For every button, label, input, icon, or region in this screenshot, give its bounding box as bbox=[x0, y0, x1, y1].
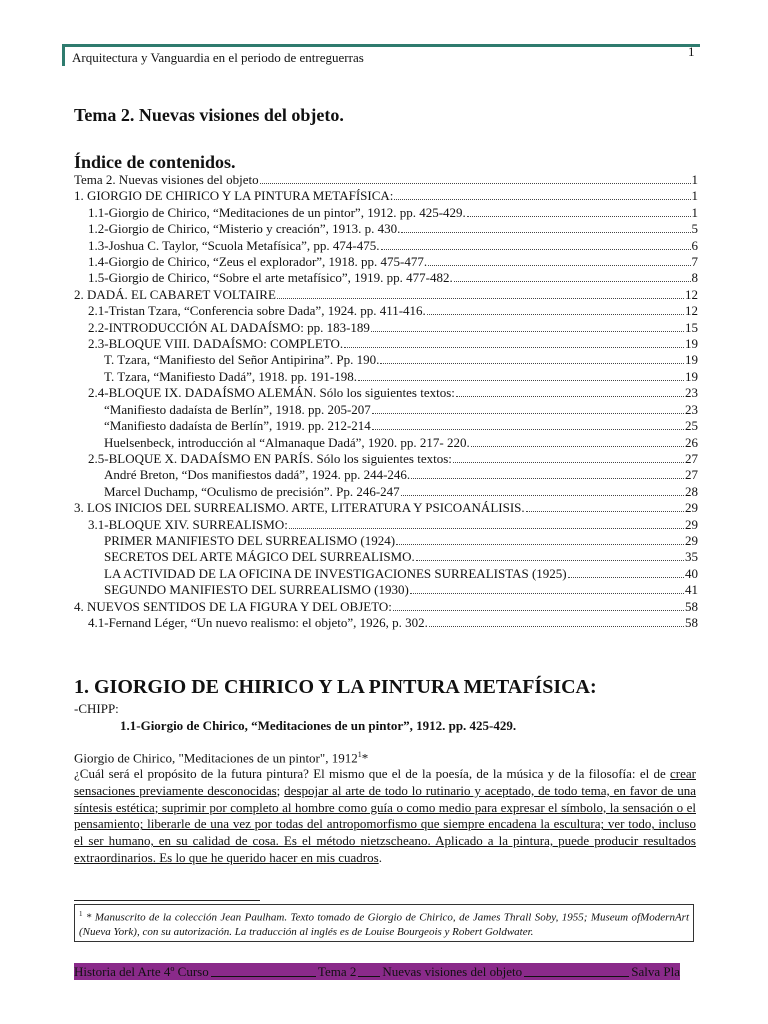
text-lead bbox=[74, 750, 368, 766]
toc-entry[interactable] bbox=[74, 352, 698, 368]
toc-leader-dots bbox=[429, 616, 684, 627]
toc-leader-dots bbox=[416, 550, 684, 561]
toc-leader-dots bbox=[401, 222, 690, 233]
source-label: -CHIPP: bbox=[74, 701, 119, 716]
toc-page-number: 5 bbox=[691, 221, 698, 237]
toc-entry-text: 2.5-BLOQUE X. DADAÍSMO EN PARÍS. Sólo los siguientes textos: bbox=[88, 450, 452, 466]
toc-leader-dots bbox=[289, 518, 684, 529]
toc-entry-text: 1.2-Giorgio de Chirico, “Misterio y creación”, 1913. p. 430. bbox=[88, 221, 401, 237]
toc-page-number: 25 bbox=[685, 418, 698, 434]
toc-page-number: 58 bbox=[685, 598, 698, 614]
toc-entry-text: T. Tzara, “Manifiesto Dadá”, 1918. pp. 191-198. bbox=[104, 368, 357, 384]
toc-leader-dots bbox=[372, 419, 684, 430]
toc-page-number: 8 bbox=[691, 270, 698, 286]
toc-page-number: 23 bbox=[685, 401, 698, 417]
toc-entry-text: 1.1-Giorgio de Chirico, “Meditaciones de un pintor”, 1912. pp. 425-429. bbox=[88, 204, 466, 220]
toc-page-number: 1 bbox=[691, 172, 698, 187]
para-underlined-2: despojar al arte de todo lo rutinario y aceptado, de todo tema, en favor de una síntesis estética; suprimir por completo al hombre como guía o como medio para expresar el símbolo, la sensación o el pensamiento; liberarle de una vez por todas del antropomorfismo que siempre encadena la escultura; ver todo, incluso el ser humano, en su calidad de cosa. Es el método nietzscheano. Aplicado a la pintura, puede producir resultados extraordinarios. Es lo que he querido hacer en mis cuadros bbox=[74, 782, 696, 865]
toc-page-number: 1 bbox=[691, 188, 698, 204]
toc-entry-text: “Manifiesto dadaísta de Berlín”, 1919. pp. 212-214 bbox=[104, 418, 371, 434]
footnote-ref[interactable]: 1 bbox=[357, 750, 362, 759]
index-heading: Índice de contenidos. bbox=[74, 152, 236, 172]
toc-entry-text: 1.5-Giorgio de Chirico, “Sobre el arte metafísico”, 1919. pp. 477-482. bbox=[88, 270, 453, 286]
toc-leader-dots bbox=[371, 321, 684, 332]
footnote bbox=[74, 904, 694, 942]
toc-page-number: 40 bbox=[685, 565, 698, 581]
toc-leader-dots bbox=[410, 583, 684, 594]
toc-entry[interactable] bbox=[74, 221, 698, 237]
toc-entry-text: T. Tzara, “Manifiesto del Señor Antipirina”. Pp. 190. bbox=[104, 352, 380, 368]
footer-separator bbox=[358, 966, 380, 977]
toc-leader-dots bbox=[411, 468, 684, 479]
toc-entry-text: 3. LOS INICIOS DEL SURREALISMO. ARTE, LITERATURA Y PSICOANÁLISIS. bbox=[74, 500, 525, 516]
toc-leader-dots bbox=[467, 206, 691, 217]
toc-page-number: 27 bbox=[685, 450, 698, 466]
toc-entry[interactable] bbox=[74, 320, 698, 336]
toc-entry[interactable] bbox=[74, 385, 698, 401]
toc-entry-text: 2.4-BLOQUE IX. DADAÍSMO ALEMÁN. Sólo los siguientes textos: bbox=[88, 385, 455, 401]
toc-entry-text: 4.1-Fernand Léger, “Un nuevo realismo: el objeto”, 1926, p. 302. bbox=[88, 614, 428, 630]
toc-entry[interactable] bbox=[74, 369, 698, 385]
toc-entry-text: 1.3-Joshua C. Taylor, “Scuola Metafísica”, pp. 474-475. bbox=[88, 237, 380, 253]
toc-entry[interactable] bbox=[74, 500, 698, 516]
toc-leader-dots bbox=[372, 403, 684, 414]
para-underlined-1: crear sensaciones previamente desconocidas bbox=[74, 766, 696, 798]
table-of-contents bbox=[74, 172, 698, 631]
toc-entry[interactable] bbox=[74, 254, 698, 270]
footer-course: Historia del Arte 4º Curso bbox=[74, 964, 209, 979]
body-paragraph bbox=[74, 766, 696, 867]
toc-leader-dots bbox=[453, 452, 684, 463]
toc-page-number: 27 bbox=[685, 467, 698, 483]
toc-entry-text: Huelsenbeck, introducción al “Almanaque Dadá”, 1920. pp. 217- 220. bbox=[104, 434, 470, 450]
toc-entry[interactable] bbox=[74, 549, 698, 565]
toc-entry[interactable] bbox=[74, 303, 698, 319]
toc-entry-text: 1.4-Giorgio de Chirico, “Zeus el explorador”, 1918. pp. 475-477. bbox=[88, 254, 428, 270]
toc-entry[interactable] bbox=[74, 451, 698, 467]
toc-entry[interactable] bbox=[74, 270, 698, 286]
toc-entry[interactable] bbox=[74, 533, 698, 549]
toc-entry-text: SECRETOS DEL ARTE MÁGICO DEL SURREALISMO. bbox=[104, 549, 415, 565]
toc-page-number: 29 bbox=[685, 516, 698, 532]
lead-text: Giorgio de Chirico, "Meditaciones de un pintor", 1912 bbox=[74, 750, 358, 766]
para-text-mid: ; bbox=[276, 782, 285, 798]
toc-entry[interactable] bbox=[74, 418, 698, 434]
para-text-end: . bbox=[378, 849, 382, 865]
toc-leader-dots bbox=[471, 436, 684, 447]
toc-entry[interactable] bbox=[74, 238, 698, 254]
toc-leader-dots bbox=[277, 288, 684, 299]
toc-entry-text: SEGUNDO MANIFIESTO DEL SURREALISMO (1930) bbox=[104, 582, 409, 598]
toc-entry-text: Marcel Duchamp, “Oculismo de precisión”. Pp. 246-247 bbox=[104, 483, 400, 499]
document-header-title: Arquitectura y Vanguardia en el periodo de entreguerras bbox=[72, 50, 364, 65]
toc-leader-dots bbox=[396, 534, 684, 545]
toc-entry[interactable] bbox=[74, 566, 698, 582]
toc-page-number: 19 bbox=[685, 352, 698, 368]
toc-page-number: 6 bbox=[691, 237, 698, 253]
toc-leader-dots bbox=[401, 485, 684, 496]
toc-entry[interactable] bbox=[74, 599, 698, 615]
toc-leader-dots bbox=[381, 239, 691, 250]
toc-leader-dots bbox=[393, 600, 684, 611]
toc-entry[interactable] bbox=[74, 484, 698, 500]
toc-entry[interactable] bbox=[74, 435, 698, 451]
toc-entry-text: 4. NUEVOS SENTIDOS DE LA FIGURA Y DEL OBJETO: bbox=[74, 598, 392, 614]
toc-entry[interactable] bbox=[74, 188, 698, 204]
toc-leader-dots bbox=[568, 567, 684, 578]
toc-page-number: 19 bbox=[685, 368, 698, 384]
toc-entry-text: 3.1-BLOQUE XIV. SURREALISMO: bbox=[88, 516, 288, 532]
section-title: 1. GIORGIO DE CHIRICO Y LA PINTURA METAFÍSICA: bbox=[74, 676, 597, 698]
subsection-title: 1.1-Giorgio de Chirico, “Meditaciones de un pintor”, 1912. pp. 425-429. bbox=[120, 718, 517, 733]
toc-entry-text: “Manifiesto dadaísta de Berlín”, 1918. pp. 205-207 bbox=[104, 401, 371, 417]
footer-separator bbox=[211, 966, 316, 977]
tema-title: Tema 2. Nuevas visiones del objeto. bbox=[74, 105, 344, 125]
footnote-marker: 1 bbox=[79, 910, 83, 918]
footnote-text: * Manuscrito de la colección Jean Paulham. Texto tomado de Giorgio de Chirico, de James Thrall Soby, 1955; Museum ofModernArt (Nueva York), con su autorización. La traducción al inglés es de Louise Bourgeois y Robert Goldwater. bbox=[79, 911, 689, 938]
toc-leader-dots bbox=[358, 370, 684, 381]
toc-leader-dots bbox=[428, 255, 690, 266]
toc-leader-dots bbox=[344, 337, 684, 348]
toc-page-number: 41 bbox=[685, 582, 698, 598]
toc-entry[interactable] bbox=[74, 517, 698, 533]
toc-leader-dots bbox=[526, 501, 684, 512]
toc-entry[interactable] bbox=[74, 582, 698, 598]
toc-page-number: 1 bbox=[691, 204, 698, 220]
toc-entry-text: 2.1-Tristan Tzara, “Conferencia sobre Dada”, 1924. pp. 411-416. bbox=[88, 303, 426, 319]
toc-entry-text: LA ACTIVIDAD DE LA OFICINA DE INVESTIGACIONES SURREALISTAS (1925) bbox=[104, 565, 567, 581]
toc-entry-text: Tema 2. Nuevas visiones del objeto bbox=[74, 172, 259, 187]
toc-entry-text: 2.3-BLOQUE VIII. DADAÍSMO: COMPLETO. bbox=[88, 336, 344, 352]
toc-entry-text: 2.2-INTRODUCCIÓN AL DADAÍSMO: pp. 183-189 bbox=[88, 319, 370, 335]
footnote-rule bbox=[74, 900, 260, 901]
toc-leader-dots bbox=[260, 173, 691, 184]
footer-tema: Tema 2 bbox=[317, 964, 357, 979]
toc-page-number: 15 bbox=[685, 319, 698, 335]
toc-entry[interactable] bbox=[74, 205, 698, 221]
toc-page-number: 28 bbox=[685, 483, 698, 499]
toc-page-number: 12 bbox=[685, 286, 698, 302]
toc-leader-dots bbox=[427, 304, 684, 315]
footer-topic: Nuevas visiones del objeto bbox=[382, 964, 523, 979]
toc-page-number: 23 bbox=[685, 385, 698, 401]
lead-suffix: * bbox=[361, 750, 369, 766]
toc-entry[interactable] bbox=[74, 172, 698, 188]
toc-entry-text: 2. DADÁ. EL CABARET VOLTAIRE bbox=[74, 286, 276, 302]
page-number: 1 bbox=[688, 44, 695, 59]
footer-separator bbox=[524, 966, 629, 977]
toc-page-number: 19 bbox=[685, 336, 698, 352]
footer-author: Salva Pla bbox=[631, 964, 680, 979]
toc-leader-dots bbox=[380, 353, 684, 364]
toc-entry-text: PRIMER MANIFIESTO DEL SURREALISMO (1924) bbox=[104, 532, 396, 548]
toc-leader-dots bbox=[456, 386, 684, 397]
toc-entry[interactable] bbox=[74, 336, 698, 352]
toc-entry[interactable] bbox=[74, 615, 698, 631]
toc-page-number: 35 bbox=[685, 549, 698, 565]
para-text-start: ¿Cuál será el propósito de la futura pintura? El mismo que el de la poesía, de la música y de la filosofía: el de bbox=[74, 766, 671, 781]
toc-entry[interactable] bbox=[74, 402, 698, 418]
toc-leader-dots bbox=[454, 271, 691, 282]
toc-entry-text: André Breton, “Dos manifiestos dadá”, 1924. pp. 244-246. bbox=[104, 467, 411, 483]
toc-leader-dots bbox=[394, 189, 690, 200]
toc-page-number: 7 bbox=[691, 254, 698, 270]
toc-page-number: 58 bbox=[685, 614, 698, 630]
page-footer bbox=[74, 963, 680, 980]
toc-entry[interactable] bbox=[74, 467, 698, 483]
toc-entry-text: 1. GIORGIO DE CHIRICO Y LA PINTURA METAFÍSICA: bbox=[74, 188, 394, 204]
toc-entry[interactable] bbox=[74, 287, 698, 303]
toc-page-number: 26 bbox=[685, 434, 698, 450]
toc-page-number: 29 bbox=[685, 532, 698, 548]
toc-page-number: 29 bbox=[685, 500, 698, 516]
toc-page-number: 12 bbox=[685, 303, 698, 319]
